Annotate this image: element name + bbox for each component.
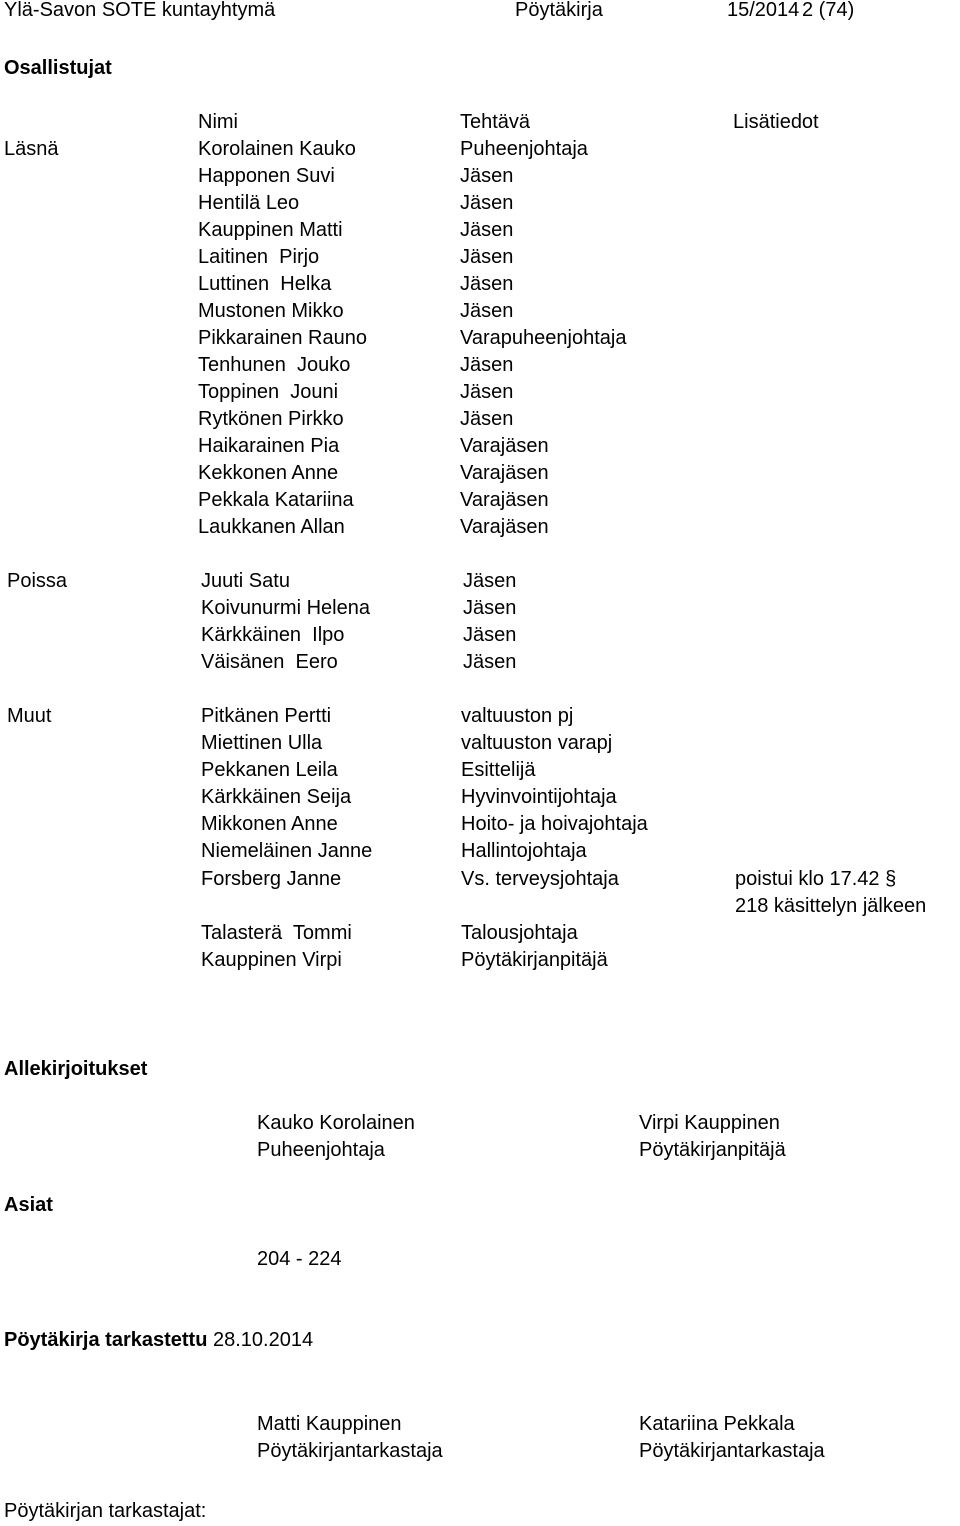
- participant-role: Jäsen: [460, 273, 514, 295]
- secretary-signature-name: Virpi Kauppinen: [639, 1112, 780, 1134]
- participant-role: Esittelijä: [461, 759, 536, 781]
- participant-name: Happonen Suvi: [198, 165, 335, 187]
- participant-role: Talousjohtaja: [461, 922, 578, 944]
- chair-signature-name: Kauko Korolainen: [257, 1112, 415, 1134]
- participant-role: Varapuheenjohtaja: [460, 327, 627, 349]
- participant-name: Pitkänen Pertti: [201, 705, 332, 727]
- column-header-name: Nimi: [198, 111, 238, 133]
- participant-role: valtuuston pj: [461, 705, 574, 727]
- participant-role: Vs. terveysjohtaja: [461, 868, 619, 890]
- participant-role: Jäsen: [460, 354, 514, 376]
- participant-name: Kauppinen Matti: [198, 219, 343, 241]
- participant-role: Jäsen: [463, 597, 517, 619]
- participant-role: Jäsen: [463, 624, 517, 646]
- reviewer-1-role: Pöytäkirjantarkastaja: [257, 1440, 443, 1462]
- participant-role: Jäsen: [460, 219, 514, 241]
- signatures-title: Allekirjoitukset: [4, 1058, 148, 1080]
- secretary-signature-role: Pöytäkirjanpitäjä: [639, 1139, 786, 1161]
- participant-note-continued: 218 käsittelyn jälkeen: [735, 895, 927, 917]
- participant-role: Hoito- ja hoivajohtaja: [461, 813, 648, 835]
- reviewer-2-role: Pöytäkirjantarkastaja: [639, 1440, 825, 1462]
- participant-role: Jäsen: [460, 246, 514, 268]
- participant-name: Mustonen Mikko: [198, 300, 344, 322]
- participant-name: Laukkanen Allan: [198, 516, 345, 538]
- participant-role: Hyvinvointijohtaja: [461, 786, 617, 808]
- organization-name: Ylä-Savon SOTE kuntayhtymä: [4, 0, 276, 21]
- participant-name: Kärkkäinen Seija: [201, 786, 352, 808]
- participant-name: Pikkarainen Rauno: [198, 327, 367, 349]
- participant-name: Koivunurmi Helena: [201, 597, 370, 619]
- participant-name: Luttinen Helka: [198, 273, 332, 295]
- participant-role: Jäsen: [463, 570, 517, 592]
- participant-name: Miettinen Ulla: [201, 732, 323, 754]
- participant-name: Pekkala Katariina: [198, 489, 354, 511]
- reviewer-2-name: Katariina Pekkala: [639, 1413, 795, 1435]
- review-line: [4, 1327, 313, 1354]
- participant-role: Jäsen: [460, 165, 514, 187]
- participant-note: poistui klo 17.42 §: [735, 868, 897, 890]
- reviewers-footer-label: Pöytäkirjan tarkastajat:: [4, 1500, 207, 1522]
- participant-role: Jäsen: [460, 408, 514, 430]
- column-header-role: Tehtävä: [460, 111, 531, 133]
- document-number: 15/2014: [727, 0, 800, 21]
- items-range: 204 - 224: [257, 1248, 342, 1270]
- page-number: 2 (74): [802, 0, 855, 21]
- participant-role: Jäsen: [460, 381, 514, 403]
- participant-role: Hallintojohtaja: [461, 840, 587, 862]
- participant-name: Kauppinen Virpi: [201, 949, 342, 971]
- participant-name: Haikarainen Pia: [198, 435, 340, 457]
- participant-role: Jäsen: [460, 192, 514, 214]
- participant-name: Kekkonen Anne: [198, 462, 339, 484]
- participant-name: Rytkönen Pirkko: [198, 408, 344, 430]
- column-header-notes: Lisätiedot: [733, 111, 819, 133]
- others-label: Muut: [7, 705, 52, 727]
- participant-role: Jäsen: [460, 300, 514, 322]
- review-label: Pöytäkirja tarkastettu: [4, 1329, 208, 1351]
- participant-role: Varajäsen: [460, 516, 549, 538]
- participant-role: Puheenjohtaja: [460, 138, 588, 160]
- review-date: 28.10.2014: [212, 1329, 314, 1351]
- participant-role: Varajäsen: [460, 462, 549, 484]
- document-type: Pöytäkirja: [515, 0, 603, 21]
- participant-name: Toppinen Jouni: [198, 381, 339, 403]
- chair-signature-role: Puheenjohtaja: [257, 1139, 385, 1161]
- participant-role: Pöytäkirjanpitäjä: [461, 949, 608, 971]
- participant-name: Tenhunen Jouko: [198, 354, 351, 376]
- participant-name: Hentilä Leo: [198, 192, 300, 214]
- participant-name: Pekkanen Leila: [201, 759, 338, 781]
- participant-name: Laitinen Pirjo: [198, 246, 320, 268]
- participant-name: Korolainen Kauko: [198, 138, 356, 160]
- participant-name: Juuti Satu: [201, 570, 290, 592]
- participant-name: Väisänen Eero: [201, 651, 338, 673]
- reviewer-1-name: Matti Kauppinen: [257, 1413, 402, 1435]
- participant-name: Kärkkäinen Ilpo: [201, 624, 345, 646]
- participant-role: Varajäsen: [460, 435, 549, 457]
- items-title: Asiat: [4, 1194, 53, 1216]
- participant-name: Forsberg Janne: [201, 868, 342, 890]
- participant-name: Mikkonen Anne: [201, 813, 338, 835]
- participant-name: Niemeläinen Janne: [201, 840, 373, 862]
- participant-role: Varajäsen: [460, 489, 549, 511]
- participant-role: Jäsen: [463, 651, 517, 673]
- participant-name: Talasterä Tommi: [201, 922, 352, 944]
- present-label: Läsnä: [4, 138, 59, 160]
- participants-title: Osallistujat: [4, 57, 112, 79]
- participant-role: valtuuston varapj: [461, 732, 613, 754]
- absent-label: Poissa: [7, 570, 68, 592]
